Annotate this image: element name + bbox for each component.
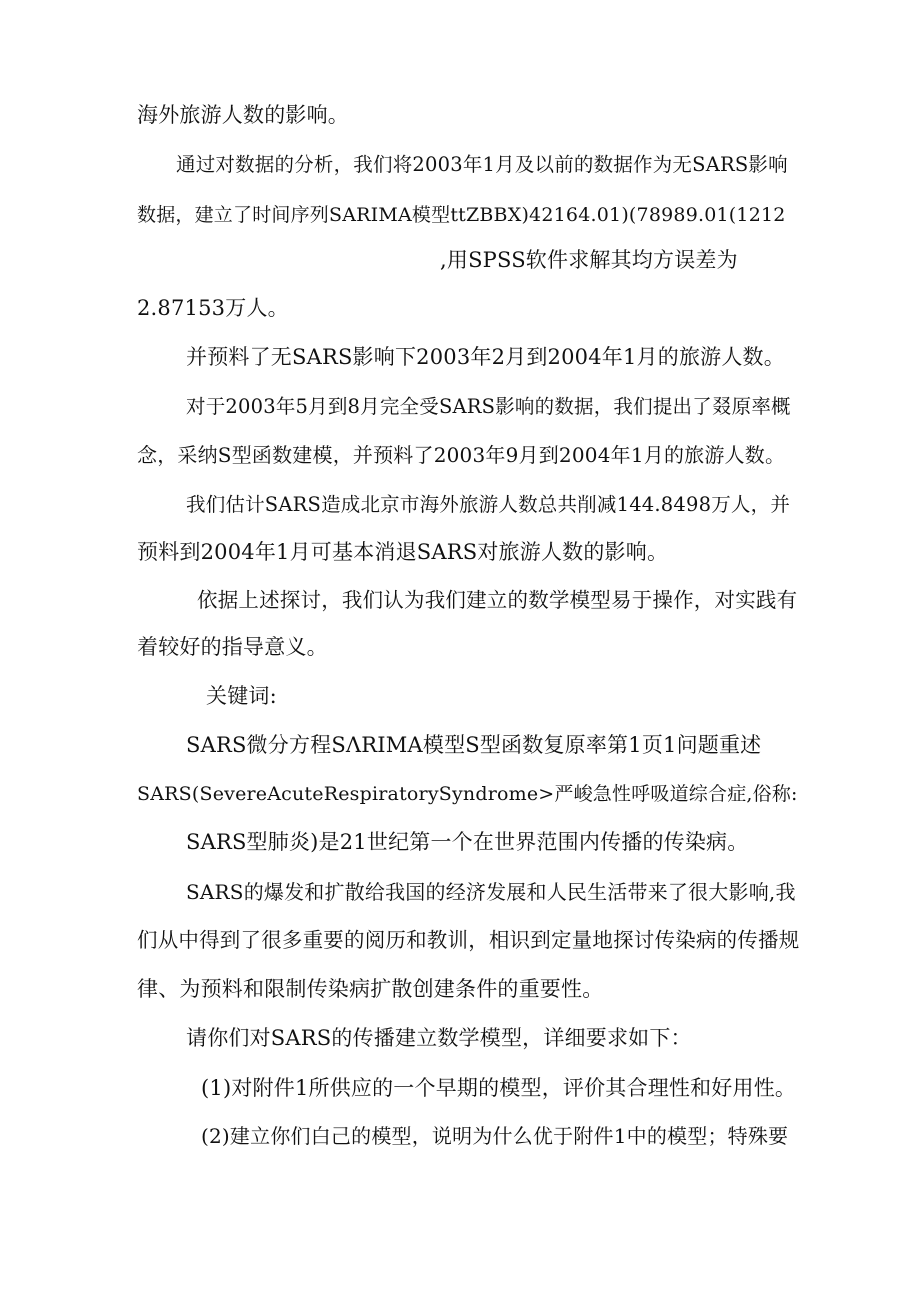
text-line: ,用SPSS软件求解其均方误差为	[440, 248, 738, 272]
text-line: 预料到2004年1月可基本消退SARS对旅游人数的影响。	[137, 540, 669, 564]
text-line: SARS型肺炎)是21世纪第一个在世界范围内传播的传染病。	[186, 830, 749, 854]
text-line: SARS的爆发和扩散给我国的经济发展和人民生活带来了很大影响,我	[186, 880, 796, 904]
text-line: 通过对数据的分析，我们将2003年1月及以前的数据作为无SARS影响	[176, 153, 788, 176]
text-line: (1)对附件1所供应的一个早期的模型，评价其合理性和好用性。	[201, 1076, 797, 1100]
text-line: 依据上述探讨，我们认为我们建立的数学模型易于操作，对实践有	[197, 588, 798, 612]
text-line: 2.87153万人。	[137, 296, 289, 320]
text-line: 们从中得到了很多重要的阅历和教训，相识到定量地探讨传染病的传播规	[137, 928, 800, 952]
text-line: 并预料了无SARS影响下2003年2月到2004年1月的旅游人数。	[186, 345, 785, 369]
text-line: 数据，建立了时间序列SARIMA模型ttZBBX)42164.01)(78989.01(1212	[137, 204, 786, 226]
text-line: 我们估计SARS造成北京市海外旅游人数总共削减144.8498万人，并	[186, 493, 791, 516]
text-line: SARS(SevereAcuteRespiratorySyndrome>严峻急性呼吸道综合症,俗称:	[137, 783, 798, 805]
text-line: 请你们对SARS的传播建立数学模型，详细要求如下：	[186, 1026, 692, 1050]
text-line: 念，采纳S型函数建模，并预料了2003年9月到2004年1月的旅游人数。	[137, 443, 786, 467]
text-line: 对于2003年5月到8月完全受SARS影响的数据，我们提出了叕原率概	[186, 395, 791, 418]
text-line: 律、为预料和限制传染病扩散创建条件的重要性。	[137, 977, 604, 1001]
keywords-heading: 关键词:	[206, 684, 277, 708]
text-line: (2)建立你们白己的模型，说明为什么优于附件1中的模型；特殊要	[201, 1124, 789, 1148]
text-line: SARS微分方程SΛRIMA模型S型函数复原率第1页1问题重述	[186, 733, 762, 757]
text-line: 着较好的指导意义。	[137, 635, 328, 659]
text-line: 海外旅游人数的影响。	[137, 103, 349, 127]
